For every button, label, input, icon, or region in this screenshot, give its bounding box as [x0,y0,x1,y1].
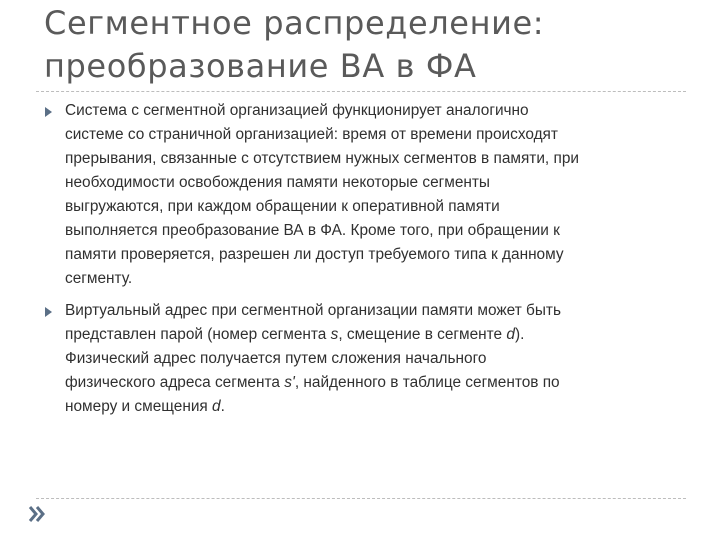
footer-divider [36,498,686,499]
bullet-2-line-1: Виртуальный адрес при сегментной организации памяти может быть [65,302,561,319]
title-line-1: Сегментное распределение: [44,4,545,42]
offset-var-d: d [506,326,515,343]
bullet-item-2 [44,299,690,419]
bullet-1-line-3: прерывания, связанные с отсутствием нужных сегментов в памяти, при [65,150,579,167]
slide-title [44,2,684,88]
bullet-1-line-1: Система с сегментной организацией функционирует аналогично [65,102,529,119]
bullet-2-line-2-b: , смещение в сегменте [338,326,507,343]
bullet-2-line-4-a: физического адреса сегмента [65,374,285,391]
double-chevron-down-right-icon[interactable] [27,505,49,523]
bullet-2-line-2-c: ). [514,326,525,343]
bullet-2-line-2-a: представлен парой (номер сегмента [65,326,331,343]
bullet-1-line-4: необходимости освобождения памяти некоторые сегменты [65,174,490,191]
bullet-list [44,99,690,427]
triangle-bullet-icon [45,107,52,117]
triangle-bullet-icon [45,307,52,317]
bullet-2-line-5 [65,395,690,419]
bullet-2-line-4 [65,371,690,395]
title-line-2: преобразование ВА в ФА [44,47,477,85]
offset-var-d-2: d [212,398,221,415]
segment-var-s: s [330,326,339,343]
bullet-1-line-5: выгружаются, при каждом обращении к оперативной памяти [65,198,500,215]
bullet-2-line-3: Физический адрес получается путем сложения начального [65,350,487,367]
bullet-2-line-4-b: , найденного в таблице сегментов по [294,374,560,391]
bullet-1-line-7: памяти проверяется, разрешен ли доступ требуемого типа к данному [65,246,564,263]
bullet-2-line-2 [65,323,690,347]
bullet-1-line-6: выполняется преобразование ВА в ФА. Кроме того, при обращении к [65,222,560,239]
bullet-1-line-8: сегменту. [65,270,133,287]
segment-base-var-s-prime: s' [284,374,295,391]
title-divider [36,91,686,92]
bullet-item-1 [44,99,690,291]
bullet-2-line-5-b: . [220,398,225,415]
bullet-2-line-5-a: номеру и смещения [65,398,213,415]
bullet-text-1 [65,99,690,291]
bullet-text-2 [65,299,690,419]
bullet-1-line-2: системе со страничной организацией: время от времени происходят [65,126,558,143]
